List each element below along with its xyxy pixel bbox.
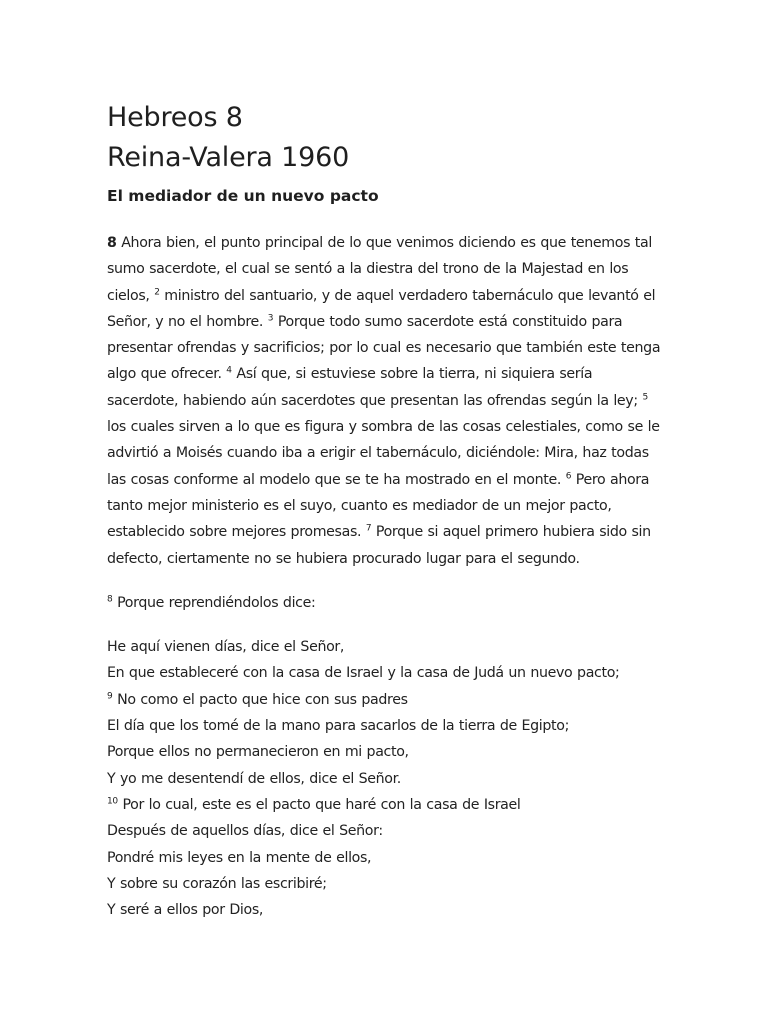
verse-1-text: Ahora bien, el punto principal de lo que venimos diciendo es que tenemos tal sumo sacerdote, el cual se sentó a la diestra del trono de la Majestad en los cielos,: [107, 235, 652, 304]
verse-number: 9: [107, 691, 113, 702]
verse-4-text: Así que, si estuviese sobre la tierra, ni siquiera sería sacerdote, habiendo aún sacerdotes que presentan las ofrendas según la ley;: [107, 366, 638, 409]
verse-number: 3: [267, 313, 274, 324]
verse-number: 5: [642, 392, 648, 403]
verse-number: 2: [154, 286, 160, 297]
quoted-poem: [107, 634, 668, 923]
poem-line: Y yo me desentendí de ellos, dice el Señor.: [107, 770, 401, 787]
poem-line: Después de aquellos días, dice el Señor:: [107, 823, 383, 840]
poem-line: Pondré mis leyes en la mente de ellos,: [107, 849, 372, 866]
verse-8-text: Porque reprendiéndolos dice:: [117, 594, 316, 611]
poem-line: Porque ellos no permanecieron en mi pacto,: [107, 744, 409, 761]
verse-2-text: ministro del santuario, y de aquel verdadero tabernáculo que levantó el Señor, y no el hombre.: [107, 287, 656, 330]
verse-6-text: Pero ahora tanto mejor ministerio es el suyo, cuanto es mediador de un mejor pacto, establecido sobre mejores promesas.: [107, 471, 650, 541]
verse-number: 6: [565, 470, 572, 481]
poem-line: [107, 687, 668, 713]
poem-line-text: No como el pacto que hice con sus padres: [117, 691, 408, 708]
poem-line: En que estableceré con la casa de Israel y la casa de Judá un nuevo pacto;: [107, 665, 620, 682]
verse-7-text: Porque si aquel primero hubiera sido sin defecto, ciertamente no se hubiera procurado lugar para el segundo.: [107, 524, 651, 567]
chapter-number: 8: [107, 235, 117, 251]
verse-5-text: los cuales sirven a lo que es figura y sombra de las cosas celestiales, como se le advirtió a Moisés cuando iba a erigir el tabernáculo, diciéndole: Mira, haz todas las cosas conforme al modelo que se te ha mostrado en el monte.: [107, 419, 660, 488]
poem-line: Y seré a ellos por Dios,: [107, 902, 264, 919]
book-title: [107, 98, 668, 178]
verse-number: 8: [107, 594, 113, 605]
chapter-title: Hebreos 8: [107, 102, 243, 133]
verses-1-7: [107, 230, 668, 572]
poem-line-text: Por lo cual, este es el pacto que haré con la casa de Israel: [122, 796, 521, 813]
poem-line: El día que los tomé de la mano para sacarlos de la tierra de Egipto;: [107, 718, 570, 735]
version-title: Reina-Valera 1960: [107, 142, 350, 173]
poem-line: Y sobre su corazón las escribiré;: [107, 875, 327, 892]
verse-8: [107, 590, 668, 616]
poem-line: He aquí vienen días, dice el Señor,: [107, 639, 345, 656]
verse-number: 4: [226, 365, 232, 376]
verse-number: 7: [365, 523, 372, 534]
verse-number: 10: [107, 796, 118, 807]
verse-3-text: Porque todo sumo sacerdote está constituido para presentar ofrendas y sacrificios; por lo cual es necesario que también este tenga algo que ofrecer.: [107, 313, 661, 383]
section-heading: El mediador de un nuevo pacto: [107, 187, 379, 205]
poem-line: [107, 792, 668, 818]
